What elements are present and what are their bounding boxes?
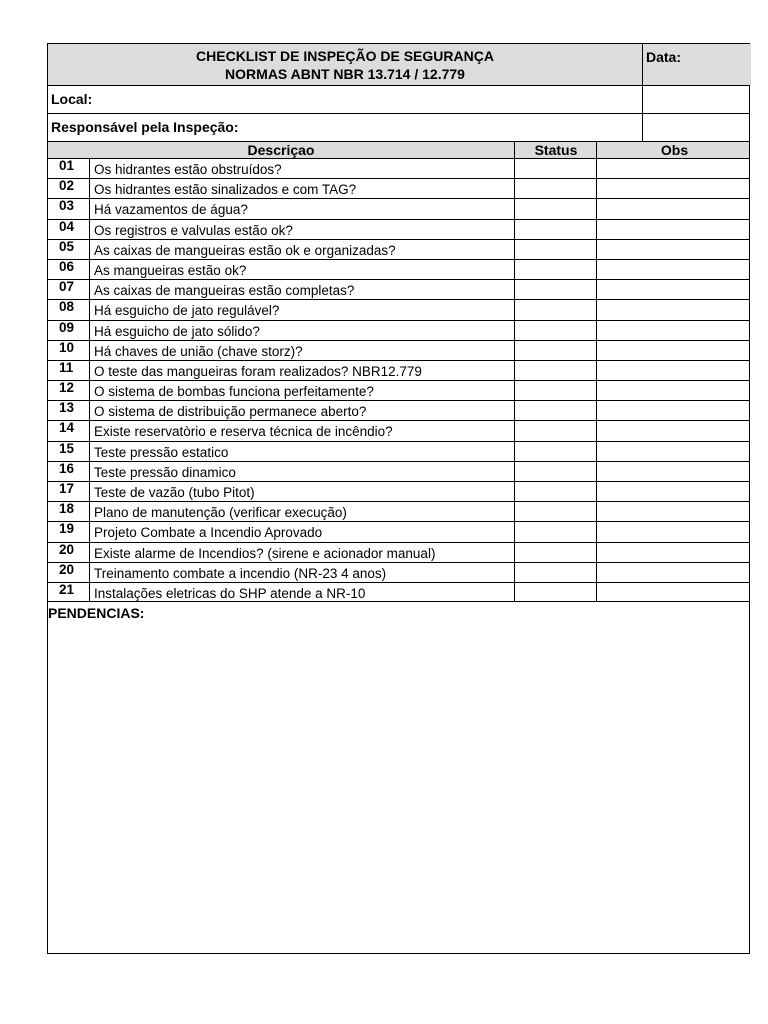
table-row	[47, 239, 750, 259]
item-description: Há esguicho de jato sólido?	[89, 321, 514, 340]
local-row	[47, 85, 750, 113]
item-status-cell[interactable]	[514, 321, 596, 340]
title-line-1: CHECKLIST DE INSPEÇÃO DE SEGURANÇA	[196, 48, 494, 64]
item-description: Há chaves de união (chave storz)?	[89, 341, 514, 360]
item-number: 01	[59, 158, 75, 173]
table-row	[47, 219, 750, 239]
item-status-cell[interactable]	[514, 260, 596, 279]
table-row	[47, 178, 750, 198]
document-title	[48, 47, 642, 83]
item-number: 19	[59, 521, 75, 537]
item-number: 14	[59, 420, 75, 436]
table-row	[47, 562, 750, 582]
item-number: 03	[59, 198, 75, 214]
item-obs-cell[interactable]	[596, 300, 751, 319]
item-obs-cell[interactable]	[596, 361, 751, 380]
item-obs-cell[interactable]	[596, 462, 751, 481]
item-description: As caixas de mangueiras estão completas?	[89, 280, 514, 299]
item-description: Teste pressão dinamico	[89, 462, 514, 481]
table-row	[47, 542, 750, 562]
item-status-cell[interactable]	[514, 361, 596, 380]
item-status-cell[interactable]	[514, 583, 596, 601]
item-number: 04	[59, 218, 75, 234]
table-row	[47, 198, 750, 218]
item-obs-cell[interactable]	[596, 502, 751, 521]
item-number: 07	[59, 279, 75, 295]
title-line-2: NORMAS ABNT NBR 13.714 / 12.779	[225, 66, 465, 82]
item-description: As mangueiras estão ok?	[89, 260, 514, 279]
item-description: Há esguicho de jato regulável?	[89, 300, 514, 319]
item-status-cell[interactable]	[514, 300, 596, 319]
item-number: 21	[59, 581, 75, 597]
item-number: 20	[59, 561, 75, 577]
table-row	[47, 481, 750, 501]
item-description: Treinamento combate a incendio (NR-23 4 anos)	[89, 563, 514, 582]
table-row	[47, 320, 750, 340]
table-row	[47, 441, 750, 461]
table-row	[47, 158, 750, 178]
item-obs-cell[interactable]	[596, 401, 751, 420]
column-header-status: Status	[514, 142, 597, 158]
item-description: Há vazamentos de água?	[89, 199, 514, 218]
pendencias-box[interactable]	[47, 602, 750, 954]
column-header-descricao: Descriçao	[247, 142, 315, 158]
table-row	[47, 299, 750, 319]
item-status-cell[interactable]	[514, 462, 596, 481]
item-obs-cell[interactable]	[596, 341, 751, 360]
table-row	[47, 420, 750, 440]
table-row	[47, 461, 750, 481]
item-number: 10	[59, 339, 75, 355]
item-number: 20	[59, 541, 75, 557]
item-description: Instalações eletricas do SHP atende a NR-10	[89, 583, 514, 601]
item-status-cell[interactable]	[514, 381, 596, 400]
item-status-cell[interactable]	[514, 563, 596, 582]
item-description: Projeto Combate a Incendio Aprovado	[89, 522, 514, 541]
item-obs-cell[interactable]	[596, 563, 751, 582]
item-number: 12	[59, 380, 75, 396]
table-row	[47, 259, 750, 279]
table-row	[47, 360, 750, 380]
item-description: Teste pressão estatico	[89, 442, 514, 461]
item-status-cell[interactable]	[514, 522, 596, 541]
header-row	[47, 43, 750, 85]
column-header-row	[47, 141, 750, 158]
date-field[interactable]: Data:	[642, 44, 751, 85]
item-number: 02	[59, 178, 75, 194]
item-status-cell[interactable]	[514, 401, 596, 420]
local-label: Local:	[51, 91, 93, 107]
item-status-cell[interactable]	[514, 341, 596, 360]
item-description: Os registros e valvulas estão ok?	[89, 220, 514, 239]
item-description: Plano de manutenção (verificar execução)	[89, 502, 514, 521]
table-row	[47, 521, 750, 541]
local-extra-cell[interactable]	[642, 86, 751, 113]
item-description: O sistema de bombas funciona perfeitamente?	[89, 381, 514, 400]
checklist-sheet	[47, 43, 750, 954]
item-obs-cell[interactable]	[596, 179, 751, 198]
responsavel-row	[47, 113, 750, 141]
item-obs-cell[interactable]	[596, 583, 751, 601]
item-obs-cell[interactable]	[596, 482, 751, 501]
item-obs-cell[interactable]	[596, 280, 751, 299]
table-row	[47, 279, 750, 299]
item-obs-cell[interactable]	[596, 240, 751, 259]
responsavel-extra-cell[interactable]	[642, 114, 751, 141]
item-number: 17	[59, 481, 75, 496]
item-description: As caixas de mangueiras estão ok e organizadas?	[89, 240, 514, 259]
table-row	[47, 380, 750, 400]
table-row	[47, 582, 750, 602]
responsavel-label: Responsável pela Inspeção:	[51, 119, 239, 135]
item-description: Teste de vazão (tubo Pitot)	[89, 482, 514, 501]
item-obs-cell[interactable]	[596, 159, 751, 178]
item-number: 05	[59, 238, 75, 254]
checklist-rows	[47, 158, 750, 602]
item-description: Existe reservatòrio e reserva técnica de incêndio?	[89, 421, 514, 440]
item-status-cell[interactable]	[514, 280, 596, 299]
item-number: 09	[59, 319, 75, 335]
item-description: Os hidrantes estão obstruídos?	[89, 159, 514, 178]
item-obs-cell[interactable]	[596, 321, 751, 340]
item-obs-cell[interactable]	[596, 381, 751, 400]
item-status-cell[interactable]	[514, 179, 596, 198]
item-number: 18	[59, 501, 75, 517]
item-number: 13	[59, 400, 75, 416]
item-description: O sistema de distribuição permanece aberto?	[89, 401, 514, 420]
item-status-cell[interactable]	[514, 543, 596, 562]
table-row	[47, 340, 750, 360]
item-obs-cell[interactable]	[596, 522, 751, 541]
item-description: O teste das mangueiras foram realizados? NBR12.779	[89, 361, 514, 380]
item-status-cell[interactable]	[514, 220, 596, 239]
column-header-obs: Obs	[596, 142, 752, 158]
item-obs-cell[interactable]	[596, 260, 751, 279]
item-number: 16	[59, 460, 75, 476]
item-number: 06	[59, 258, 75, 274]
item-obs-cell[interactable]	[596, 220, 751, 239]
item-status-cell[interactable]	[514, 482, 596, 501]
item-number: 08	[59, 299, 75, 315]
item-obs-cell[interactable]	[596, 543, 751, 562]
table-row	[47, 501, 750, 521]
item-status-cell[interactable]	[514, 240, 596, 259]
item-number: 15	[59, 440, 75, 456]
item-obs-cell[interactable]	[596, 421, 751, 440]
item-description: Os hidrantes estão sinalizados e com TAG?	[89, 179, 514, 198]
item-status-cell[interactable]	[514, 442, 596, 461]
item-status-cell[interactable]	[514, 502, 596, 521]
item-status-cell[interactable]	[514, 159, 596, 178]
item-status-cell[interactable]	[514, 421, 596, 440]
item-obs-cell[interactable]	[596, 199, 751, 218]
item-obs-cell[interactable]	[596, 442, 751, 461]
pendencias-label: PENDENCIAS:	[48, 605, 145, 622]
item-status-cell[interactable]	[514, 199, 596, 218]
item-number: 11	[59, 359, 74, 375]
table-row	[47, 400, 750, 420]
item-description: Existe alarme de Incendios? (sirene e acionador manual)	[89, 543, 514, 562]
